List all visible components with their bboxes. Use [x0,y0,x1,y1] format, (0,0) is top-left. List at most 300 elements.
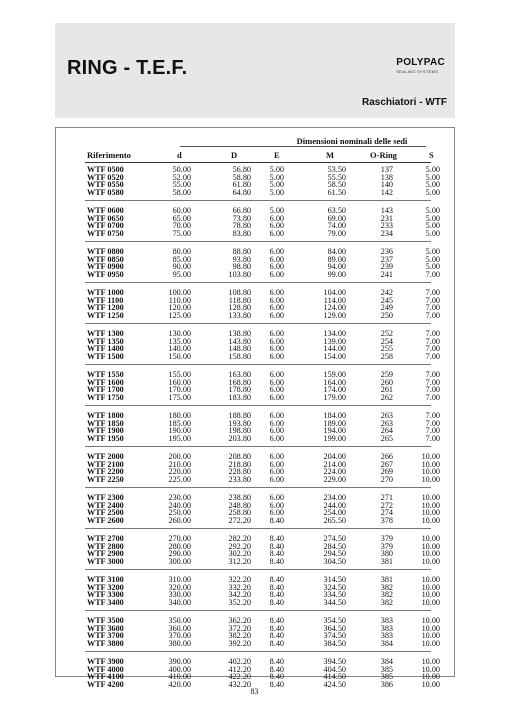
value-cell: 199.00 [323,433,346,443]
group-divider [85,651,431,652]
group-divider [85,528,431,529]
value-cell: 262 [380,392,393,402]
table-row [56,353,456,361]
value-cell: 269 [380,467,393,476]
group-divider [85,446,431,447]
reference-cell: WTF 4000 [87,664,124,674]
value-cell: 340.00 [168,597,191,607]
row-group [56,207,456,237]
value-cell: 245 [380,295,393,305]
column-header-oring: O-Ring [370,150,397,160]
table-row [56,189,456,197]
value-cell: 10.00 [421,467,440,476]
value-cell: 61.80 [232,180,251,189]
reference-cell: WTF 3200 [87,582,124,592]
reference-cell: WTF 1300 [87,329,124,338]
group-divider [85,323,431,324]
group-divider [85,241,431,242]
reference-cell: WTF 0750 [87,228,124,238]
value-cell: 175.00 [168,392,191,402]
value-cell: 270.00 [168,534,191,543]
table-row [56,312,456,320]
value-cell: 239 [380,262,393,271]
value-cell: 244.00 [323,500,346,510]
value-cell: 8.40 [269,679,284,689]
value-cell: 6.00 [269,295,284,305]
value-cell: 267 [380,459,393,469]
value-cell: 8.40 [269,597,284,607]
value-cell: 5.00 [269,187,284,197]
value-cell: 237 [380,254,393,264]
row-group [56,576,456,606]
value-cell: 6.00 [269,370,284,379]
value-cell: 150.00 [168,351,191,361]
value-cell: 93.80 [232,254,251,264]
value-cell: 7.00 [425,351,440,361]
value-cell: 6.00 [269,329,284,338]
row-group [56,658,456,688]
value-cell: 8.40 [269,623,284,633]
value-cell: 392.20 [228,638,251,648]
value-cell: 6.00 [269,426,284,435]
value-cell: 10.00 [421,616,440,625]
value-cell: 88.80 [232,247,251,256]
value-cell: 260 [380,377,393,387]
value-cell: 424.50 [323,679,346,689]
value-cell: 7.00 [425,329,440,338]
value-cell: 242 [380,288,393,297]
value-cell: 383 [380,631,393,640]
value-cell: 139.00 [323,336,346,346]
value-cell: 10.00 [421,474,440,484]
value-cell: 10.00 [421,556,440,566]
table-row [56,271,456,279]
reference-cell: WTF 2200 [87,467,124,476]
value-cell: 6.00 [269,459,284,469]
column-header-E: E [274,150,280,160]
table-row [56,517,456,525]
value-cell: 7.00 [425,295,440,305]
table-row [56,435,456,443]
value-cell: 7.00 [425,418,440,428]
page-number: 83 [250,687,259,696]
row-group [56,166,456,196]
value-cell: 294.50 [323,549,346,558]
group-divider [85,405,431,406]
value-cell: 61.50 [327,187,346,197]
value-cell: 228.80 [228,467,251,476]
reference-cell: WTF 1700 [87,385,124,394]
value-cell: 292.20 [228,541,251,551]
value-cell: 248.80 [228,500,251,510]
value-cell: 385 [380,664,393,674]
group-header-divider [180,146,426,147]
value-cell: 10.00 [421,541,440,551]
value-cell: 8.40 [269,631,284,640]
value-cell: 185.00 [168,418,191,428]
row-group [56,412,456,442]
value-cell: 10.00 [421,459,440,469]
value-cell: 178.80 [228,385,251,394]
value-cell: 66.80 [232,206,251,215]
value-cell: 5.00 [425,187,440,197]
value-cell: 10.00 [421,534,440,543]
value-cell: 6.00 [269,254,284,264]
column-header-riferimento: Riferimento [87,150,131,160]
value-cell: 8.40 [269,549,284,558]
value-cell: 342.20 [228,590,251,599]
value-cell: 103.80 [228,269,251,279]
value-cell: 154.00 [323,351,346,361]
value-cell: 10.00 [421,549,440,558]
reference-cell: WTF 2000 [87,452,124,461]
value-cell: 422.20 [228,672,251,681]
value-cell: 129.00 [323,310,346,320]
table-row [56,476,456,484]
value-cell: 130.00 [168,329,191,338]
value-cell: 84.00 [327,247,346,256]
value-cell: 79.00 [327,228,346,238]
value-cell: 312.20 [228,556,251,566]
value-cell: 382 [380,590,393,599]
value-cell: 379 [380,541,393,551]
value-cell: 99.00 [327,269,346,279]
value-cell: 230.00 [168,493,191,502]
value-cell: 414.50 [323,672,346,681]
value-cell: 143 [380,206,393,215]
value-cell: 124.00 [323,303,346,312]
value-cell: 6.00 [269,377,284,387]
value-cell: 240.00 [168,500,191,510]
value-cell: 390.00 [168,657,191,666]
value-cell: 110.00 [168,295,191,305]
value-cell: 380.00 [168,638,191,648]
reference-cell: WTF 0650 [87,213,124,223]
row-group [56,248,456,278]
value-cell: 218.80 [228,459,251,469]
reference-cell: WTF 3500 [87,616,124,625]
value-cell: 300.00 [168,556,191,566]
reference-cell: WTF 1400 [87,344,124,353]
value-cell: 364.50 [323,623,346,633]
value-cell: 120.00 [168,303,191,312]
value-cell: 225.00 [168,474,191,484]
row-group [56,330,456,360]
value-cell: 229.00 [323,474,346,484]
row-group [56,289,456,319]
value-cell: 274.50 [323,534,346,543]
value-cell: 6.00 [269,221,284,230]
value-cell: 6.00 [269,303,284,312]
value-cell: 10.00 [421,623,440,633]
value-cell: 58.00 [172,187,191,197]
reference-cell: WTF 1550 [87,370,124,379]
value-cell: 332.20 [228,582,251,592]
value-cell: 378 [380,515,393,525]
value-cell: 108.80 [228,288,251,297]
value-cell: 233 [380,221,393,230]
value-cell: 65.00 [172,213,191,223]
value-cell: 372.20 [228,623,251,633]
value-cell: 8.40 [269,575,284,584]
value-cell: 6.00 [269,247,284,256]
column-header-d: d [177,150,182,160]
row-group [56,494,456,524]
value-cell: 85.00 [172,254,191,264]
value-cell: 254.00 [323,508,346,517]
column-header-S: S [429,150,434,160]
reference-cell: WTF 0950 [87,269,124,279]
value-cell: 379 [380,534,393,543]
value-cell: 5.00 [425,165,440,174]
value-cell: 271 [380,493,393,502]
reference-cell: WTF 3900 [87,657,124,666]
value-cell: 128.80 [228,303,251,312]
value-cell: 143.80 [228,336,251,346]
reference-cell: WTF 0700 [87,221,124,230]
value-cell: 250.00 [168,508,191,517]
value-cell: 8.40 [269,672,284,681]
value-cell: 158.80 [228,351,251,361]
value-cell: 258.80 [228,508,251,517]
value-cell: 254 [380,336,393,346]
value-cell: 148.80 [228,344,251,353]
value-cell: 50.00 [172,165,191,174]
value-cell: 6.00 [269,344,284,353]
value-cell: 370.00 [168,631,191,640]
value-cell: 6.00 [269,508,284,517]
value-cell: 64.80 [232,187,251,197]
value-cell: 6.00 [269,213,284,223]
value-cell: 7.00 [425,310,440,320]
reference-cell: WTF 3700 [87,631,124,640]
value-cell: 6.00 [269,411,284,420]
value-cell: 382.20 [228,631,251,640]
value-cell: 203.80 [228,433,251,443]
value-cell: 193.80 [228,418,251,428]
value-cell: 302.20 [228,549,251,558]
value-cell: 210.00 [168,459,191,469]
value-cell: 7.00 [425,288,440,297]
value-cell: 200.00 [168,452,191,461]
value-cell: 190.00 [168,426,191,435]
value-cell: 400.00 [168,664,191,674]
value-cell: 234 [380,228,393,238]
value-cell: 10.00 [421,679,440,689]
value-cell: 70.00 [172,221,191,230]
value-cell: 380 [380,549,393,558]
value-cell: 394.50 [323,657,346,666]
value-cell: 10.00 [421,638,440,648]
value-cell: 174.00 [323,385,346,394]
value-cell: 362.20 [228,616,251,625]
value-cell: 6.00 [269,500,284,510]
reference-cell: WTF 1950 [87,433,124,443]
value-cell: 8.40 [269,541,284,551]
value-cell: 138 [380,172,393,182]
value-cell: 7.00 [425,336,440,346]
group-divider [85,610,431,611]
value-cell: 10.00 [421,597,440,607]
value-cell: 6.00 [269,493,284,502]
reference-cell: WTF 2300 [87,493,124,502]
value-cell: 90.00 [172,262,191,271]
group-divider [85,569,431,570]
value-cell: 404.50 [323,664,346,674]
value-cell: 188.80 [228,411,251,420]
reference-cell: WTF 0600 [87,206,124,215]
value-cell: 385 [380,672,393,681]
value-cell: 5.00 [425,172,440,182]
reference-cell: WTF 1350 [87,336,124,346]
value-cell: 138.80 [228,329,251,338]
value-cell: 8.40 [269,664,284,674]
value-cell: 10.00 [421,672,440,681]
reference-cell: WTF 3300 [87,590,124,599]
reference-cell: WTF 1100 [87,295,124,305]
value-cell: 5.00 [425,221,440,230]
value-cell: 6.00 [269,452,284,461]
dimensions-table [55,127,455,689]
value-cell: 8.40 [269,534,284,543]
value-cell: 10.00 [421,452,440,461]
reference-cell: WTF 1200 [87,303,124,312]
value-cell: 189.00 [323,418,346,428]
value-cell: 10.00 [421,657,440,666]
value-cell: 249 [380,303,393,312]
value-cell: 170.00 [168,385,191,394]
value-cell: 280.00 [168,541,191,551]
value-cell: 224.00 [323,467,346,476]
value-cell: 10.00 [421,590,440,599]
value-cell: 412.20 [228,664,251,674]
value-cell: 5.00 [269,180,284,189]
value-cell: 204.00 [323,452,346,461]
group-divider [85,364,431,365]
value-cell: 274 [380,508,393,517]
column-header-D: D [231,150,238,160]
value-cell: 272.20 [228,515,251,525]
reference-cell: WTF 1500 [87,351,124,361]
reference-cell: WTF 1750 [87,392,124,402]
value-cell: 6.00 [269,310,284,320]
row-group [56,453,456,483]
table-row [56,599,456,607]
value-cell: 8.40 [269,657,284,666]
reference-cell: WTF 1600 [87,377,124,387]
value-cell: 360.00 [168,623,191,633]
header-divider [85,162,431,163]
value-cell: 6.00 [269,467,284,476]
value-cell: 7.00 [425,303,440,312]
value-cell: 334.50 [323,590,346,599]
value-cell: 163.80 [228,370,251,379]
value-cell: 6.00 [269,433,284,443]
value-cell: 118.80 [228,295,251,305]
value-cell: 264 [380,426,393,435]
value-cell: 6.00 [269,269,284,279]
value-cell: 69.00 [327,213,346,223]
value-cell: 94.00 [327,262,346,271]
value-cell: 140 [380,180,393,189]
reference-cell: WTF 2700 [87,534,124,543]
reference-cell: WTF 2400 [87,500,124,510]
value-cell: 5.00 [425,228,440,238]
value-cell: 272 [380,500,393,510]
value-cell: 350.00 [168,616,191,625]
logo-wordmark: POLYPAC [396,57,445,68]
value-cell: 322.20 [228,575,251,584]
value-cell: 282.20 [228,534,251,543]
value-cell: 214.00 [323,459,346,469]
value-cell: 80.00 [172,247,191,256]
value-cell: 144.00 [323,344,346,353]
value-cell: 324.50 [323,582,346,592]
value-cell: 6.00 [269,228,284,238]
value-cell: 383 [380,616,393,625]
value-cell: 320.00 [168,582,191,592]
value-cell: 6.00 [269,418,284,428]
value-cell: 198.80 [228,426,251,435]
value-cell: 98.80 [232,262,251,271]
reference-cell: WTF 2800 [87,541,124,551]
value-cell: 5.00 [269,165,284,174]
value-cell: 183.80 [228,392,251,402]
value-cell: 195.00 [168,433,191,443]
logo-tagline: SEALING SYSTEMS [396,69,439,74]
value-cell: 194.00 [323,426,346,435]
value-cell: 74.00 [327,221,346,230]
row-group [56,617,456,647]
value-cell: 179.00 [323,392,346,402]
value-cell: 104.00 [323,288,346,297]
value-cell: 160.00 [168,377,191,387]
value-cell: 265.50 [323,515,346,525]
value-cell: 7.00 [425,411,440,420]
value-cell: 402.20 [228,657,251,666]
value-cell: 164.00 [323,377,346,387]
value-cell: 382 [380,597,393,607]
value-cell: 100.00 [168,288,191,297]
value-cell: 6.00 [269,385,284,394]
value-cell: 236 [380,247,393,256]
reference-cell: WTF 2600 [87,515,124,525]
reference-cell: WTF 2250 [87,474,124,484]
value-cell: 284.50 [323,541,346,551]
value-cell: 231 [380,213,393,223]
reference-cell: WTF 1000 [87,288,124,297]
value-cell: 420.00 [168,679,191,689]
value-cell: 10.00 [421,515,440,525]
reference-cell: WTF 0500 [87,165,124,174]
value-cell: 6.00 [269,336,284,346]
value-cell: 241 [380,269,393,279]
table-row [56,230,456,238]
value-cell: 5.00 [269,206,284,215]
value-cell: 168.80 [228,377,251,387]
value-cell: 5.00 [425,206,440,215]
value-cell: 5.00 [269,172,284,182]
value-cell: 137 [380,165,393,174]
group-divider [85,487,431,488]
value-cell: 234.00 [323,493,346,502]
value-cell: 374.50 [323,631,346,640]
reference-cell: WTF 0900 [87,262,124,271]
value-cell: 6.00 [269,262,284,271]
value-cell: 252 [380,329,393,338]
reference-cell: WTF 4200 [87,679,124,689]
polypac-logo [396,57,445,74]
